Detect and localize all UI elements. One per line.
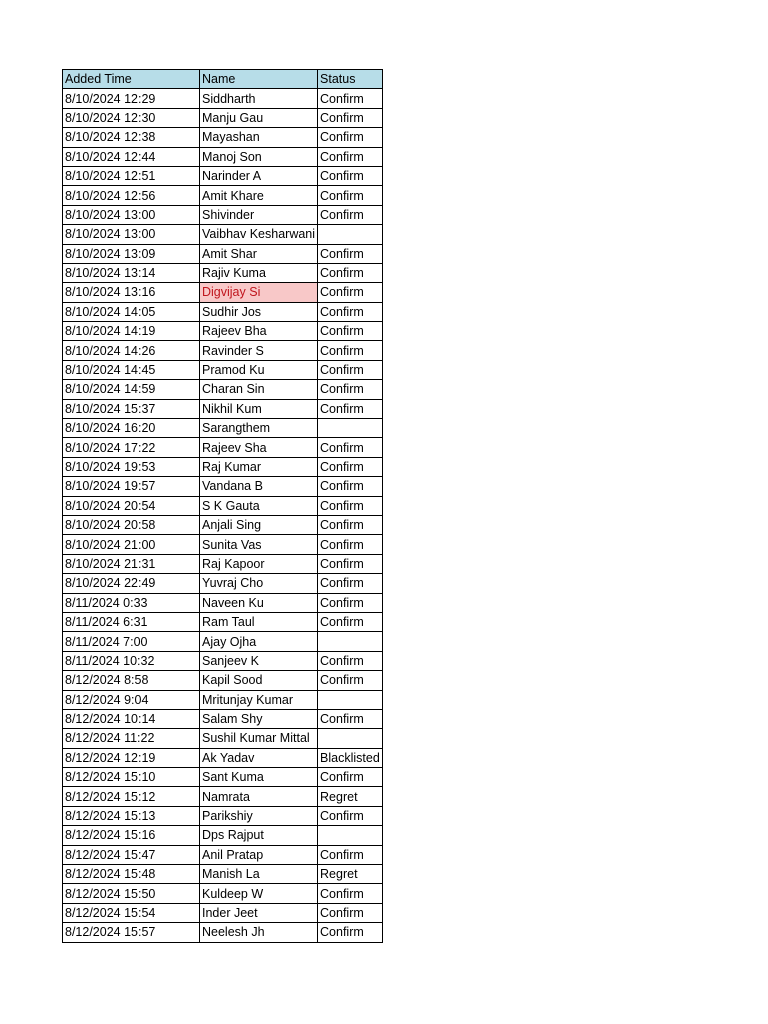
cell-name[interactable] <box>200 884 318 903</box>
cell-name[interactable] <box>200 186 318 205</box>
table-row <box>63 884 383 903</box>
cell-status[interactable] <box>318 690 383 709</box>
cell-status[interactable]: Confirm <box>318 147 383 166</box>
cell-added-time[interactable]: 8/12/2024 15:16 <box>63 826 200 845</box>
cell-status[interactable]: Confirm <box>318 671 383 690</box>
cell-name-text: Sunita Vas <box>202 537 262 552</box>
cell-added-time[interactable]: 8/10/2024 14:45 <box>63 360 200 379</box>
cell-status[interactable]: Confirm <box>318 806 383 825</box>
cell-name[interactable] <box>200 690 318 709</box>
cell-name[interactable] <box>200 263 318 282</box>
cell-name[interactable] <box>200 89 318 108</box>
cell-added-time[interactable]: 8/11/2024 0:33 <box>63 593 200 612</box>
cell-status[interactable]: Confirm <box>318 709 383 728</box>
column-header-status[interactable]: Status <box>318 70 383 89</box>
cell-added-time[interactable]: 8/10/2024 21:31 <box>63 554 200 573</box>
table-row <box>63 612 383 631</box>
cell-name-text: Sudhir Jos <box>202 304 262 319</box>
cell-added-time[interactable]: 8/10/2024 17:22 <box>63 438 200 457</box>
table-row <box>63 787 383 806</box>
cell-added-time[interactable]: 8/12/2024 15:50 <box>63 884 200 903</box>
cell-name-text: Mritunjay Kumar <box>202 692 293 707</box>
cell-added-time[interactable]: 8/12/2024 10:14 <box>63 709 200 728</box>
cell-name-text: Sarangthem <box>202 421 271 436</box>
table-row <box>63 283 383 302</box>
cell-status[interactable]: Confirm <box>318 535 383 554</box>
cell-added-time[interactable]: 8/10/2024 12:30 <box>63 108 200 127</box>
cell-status[interactable]: Confirm <box>318 574 383 593</box>
cell-status[interactable]: Confirm <box>318 302 383 321</box>
cell-name[interactable] <box>200 399 318 418</box>
cell-name[interactable] <box>200 632 318 651</box>
cell-added-time[interactable]: 8/10/2024 22:49 <box>63 574 200 593</box>
cell-status[interactable]: Confirm <box>318 89 383 108</box>
cell-name[interactable] <box>200 302 318 321</box>
table-row <box>63 108 383 127</box>
table-row <box>63 748 383 767</box>
table-row <box>63 263 383 282</box>
cell-name[interactable] <box>200 322 318 341</box>
cell-added-time[interactable]: 8/12/2024 15:48 <box>63 865 200 884</box>
cell-added-time[interactable]: 8/10/2024 14:26 <box>63 341 200 360</box>
table-row <box>63 457 383 476</box>
cell-added-time[interactable]: 8/12/2024 15:57 <box>63 923 200 942</box>
table-row <box>63 496 383 515</box>
cell-name-text: Ak Yadav <box>202 750 255 765</box>
cell-name-text: Salam Shy <box>202 712 263 727</box>
table-row <box>63 438 383 457</box>
cell-added-time[interactable]: 8/12/2024 11:22 <box>63 729 200 748</box>
cell-name-text: Nikhil Kum <box>202 401 262 416</box>
cell-name[interactable] <box>200 380 318 399</box>
cell-added-time[interactable]: 8/10/2024 19:53 <box>63 457 200 476</box>
cell-added-time[interactable]: 8/10/2024 20:54 <box>63 496 200 515</box>
table-row <box>63 690 383 709</box>
table-row <box>63 205 383 224</box>
cell-name-text: Anjali Sing <box>202 518 262 533</box>
cell-added-time[interactable]: 8/10/2024 13:14 <box>63 263 200 282</box>
cell-name-text: Ravinder S <box>202 343 264 358</box>
cell-added-time[interactable]: 8/11/2024 10:32 <box>63 651 200 670</box>
cell-status[interactable]: Confirm <box>318 186 383 205</box>
cell-name[interactable] <box>200 108 318 127</box>
table-row <box>63 166 383 185</box>
cell-name[interactable] <box>200 865 318 884</box>
table-row <box>63 341 383 360</box>
cell-status[interactable]: Confirm <box>318 477 383 496</box>
cell-status[interactable]: Regret <box>318 865 383 884</box>
cell-name-text: Amit Khare <box>202 188 264 203</box>
cell-status[interactable]: Confirm <box>318 612 383 631</box>
cell-status[interactable]: Confirm <box>318 399 383 418</box>
cell-added-time[interactable]: 8/10/2024 12:51 <box>63 166 200 185</box>
cell-name[interactable] <box>200 205 318 224</box>
cell-name[interactable] <box>200 496 318 515</box>
column-header-name[interactable]: Name <box>200 70 318 89</box>
table-row <box>63 535 383 554</box>
cell-name-text: Namrata <box>202 789 250 804</box>
cell-name[interactable] <box>200 768 318 787</box>
cell-status[interactable]: Confirm <box>318 903 383 922</box>
cell-name[interactable] <box>200 535 318 554</box>
cell-added-time[interactable]: 8/12/2024 15:10 <box>63 768 200 787</box>
cell-name-text: Parikshiy <box>202 809 253 824</box>
cell-status[interactable] <box>318 419 383 438</box>
cell-status[interactable]: Confirm <box>318 166 383 185</box>
cell-status[interactable]: Confirm <box>318 515 383 534</box>
cell-name-text: Inder Jeet <box>202 905 258 920</box>
table-row <box>63 903 383 922</box>
cell-name-text: Vandana B <box>202 479 263 494</box>
cell-added-time[interactable]: 8/10/2024 13:00 <box>63 225 200 244</box>
cell-status[interactable] <box>318 632 383 651</box>
cell-name-text: Naveen Ku <box>202 595 264 610</box>
cell-name[interactable] <box>200 806 318 825</box>
table-row <box>63 399 383 418</box>
cell-status[interactable]: Confirm <box>318 768 383 787</box>
cell-name[interactable] <box>200 593 318 612</box>
cell-name-text: Ajay Ojha <box>202 634 257 649</box>
cell-status[interactable]: Confirm <box>318 360 383 379</box>
cell-added-time[interactable]: 8/10/2024 16:20 <box>63 419 200 438</box>
cell-name-text: Pramod Ku <box>202 363 265 378</box>
cell-name[interactable] <box>200 283 318 302</box>
table-row <box>63 147 383 166</box>
cell-name[interactable] <box>200 554 318 573</box>
cell-name-text: Dps Rajput <box>202 828 264 843</box>
cell-name[interactable] <box>200 166 318 185</box>
column-header-added-time[interactable]: Added Time <box>63 70 200 89</box>
cell-status[interactable]: Confirm <box>318 283 383 302</box>
cell-name-text: Digvijay Si <box>202 285 261 300</box>
cell-name[interactable] <box>200 574 318 593</box>
cell-name-text: Sanjeev K <box>202 653 259 668</box>
cell-status[interactable]: Regret <box>318 787 383 806</box>
cell-status[interactable]: Confirm <box>318 457 383 476</box>
table-row <box>63 225 383 244</box>
cell-name-text: Ram Taul <box>202 615 255 630</box>
table-row <box>63 593 383 612</box>
cell-added-time[interactable]: 8/10/2024 20:58 <box>63 515 200 534</box>
cell-added-time[interactable]: 8/10/2024 15:37 <box>63 399 200 418</box>
cell-added-time[interactable]: 8/12/2024 12:19 <box>63 748 200 767</box>
table-row <box>63 671 383 690</box>
cell-name[interactable] <box>200 147 318 166</box>
cell-name-text: Manoj Son <box>202 149 262 164</box>
table-row <box>63 477 383 496</box>
cell-name[interactable] <box>200 225 318 244</box>
table-row <box>63 806 383 825</box>
cell-added-time[interactable]: 8/10/2024 12:44 <box>63 147 200 166</box>
cell-status[interactable]: Confirm <box>318 593 383 612</box>
cell-status[interactable]: Confirm <box>318 380 383 399</box>
cell-name[interactable] <box>200 651 318 670</box>
cell-name-text: Shivinder <box>202 207 255 222</box>
table-row <box>63 186 383 205</box>
cell-added-time[interactable]: 8/10/2024 21:00 <box>63 535 200 554</box>
cell-name-text: Anil Pratap <box>202 847 264 862</box>
table-row <box>63 128 383 147</box>
cell-status[interactable]: Confirm <box>318 341 383 360</box>
cell-added-time[interactable]: 8/10/2024 12:29 <box>63 89 200 108</box>
cell-name-text: Manju Gau <box>202 110 264 125</box>
table-row <box>63 651 383 670</box>
cell-name[interactable] <box>200 419 318 438</box>
cell-name[interactable] <box>200 826 318 845</box>
table-row <box>63 768 383 787</box>
table-row <box>63 302 383 321</box>
cell-status[interactable]: Confirm <box>318 108 383 127</box>
table-body <box>63 89 383 942</box>
cell-status[interactable] <box>318 826 383 845</box>
cell-name[interactable] <box>200 612 318 631</box>
cell-status[interactable]: Confirm <box>318 205 383 224</box>
cell-status[interactable]: Confirm <box>318 438 383 457</box>
cell-name[interactable] <box>200 709 318 728</box>
table-row <box>63 729 383 748</box>
cell-added-time[interactable]: 8/10/2024 14:05 <box>63 302 200 321</box>
cell-added-time[interactable]: 8/12/2024 8:58 <box>63 671 200 690</box>
cell-name[interactable] <box>200 729 318 748</box>
cell-name-text: Sant Kuma <box>202 770 264 785</box>
table-row <box>63 826 383 845</box>
table-row <box>63 554 383 573</box>
table-row <box>63 574 383 593</box>
cell-name[interactable] <box>200 341 318 360</box>
cell-status[interactable]: Confirm <box>318 845 383 864</box>
table-row <box>63 515 383 534</box>
cell-name[interactable] <box>200 903 318 922</box>
cell-status[interactable]: Confirm <box>318 244 383 263</box>
cell-added-time[interactable]: 8/12/2024 15:54 <box>63 903 200 922</box>
table-row <box>63 632 383 651</box>
cell-status[interactable]: Confirm <box>318 128 383 147</box>
cell-name[interactable] <box>200 748 318 767</box>
cell-name-text: Manish La <box>202 867 260 882</box>
cell-name[interactable] <box>200 477 318 496</box>
cell-name-text: Mayashan <box>202 130 260 145</box>
cell-name-text: Narinder A <box>202 169 262 184</box>
table-row <box>63 380 383 399</box>
cell-name-text: Raj Kapoor <box>202 556 265 571</box>
cell-name[interactable] <box>200 244 318 263</box>
cell-status[interactable]: Confirm <box>318 322 383 341</box>
cell-name-text: Yuvraj Cho <box>202 576 264 591</box>
table-row <box>63 865 383 884</box>
cell-name[interactable] <box>200 457 318 476</box>
cell-name-text: Sushil Kumar Mittal <box>202 731 310 746</box>
table-row <box>63 89 383 108</box>
cell-status[interactable] <box>318 729 383 748</box>
table-row <box>63 322 383 341</box>
cell-name[interactable] <box>200 845 318 864</box>
cell-name[interactable] <box>200 787 318 806</box>
cell-name-text: Amit Shar <box>202 246 257 261</box>
cell-name-text: Kapil Sood <box>202 673 263 688</box>
table-row <box>63 845 383 864</box>
table-row <box>63 923 383 942</box>
cell-added-time[interactable]: 8/12/2024 15:13 <box>63 806 200 825</box>
cell-name[interactable] <box>200 671 318 690</box>
cell-added-time[interactable]: 8/10/2024 13:09 <box>63 244 200 263</box>
cell-name-text: Siddharth <box>202 91 256 106</box>
cell-name-text: Rajeev Bha <box>202 324 267 339</box>
cell-name[interactable] <box>200 438 318 457</box>
table-row <box>63 709 383 728</box>
header-row <box>63 70 383 89</box>
cell-added-time[interactable]: 8/10/2024 14:19 <box>63 322 200 341</box>
cell-name[interactable] <box>200 923 318 942</box>
cell-added-time[interactable]: 8/10/2024 13:00 <box>63 205 200 224</box>
cell-name-text: Vaibhav Kesharwani <box>202 227 316 242</box>
cell-status[interactable]: Confirm <box>318 554 383 573</box>
cell-name-text: Raj Kumar <box>202 460 262 474</box>
cell-name[interactable] <box>200 515 318 534</box>
cell-name-text: Charan Sin <box>202 382 265 397</box>
cell-status[interactable] <box>318 225 383 244</box>
cell-added-time[interactable]: 8/10/2024 19:57 <box>63 477 200 496</box>
cell-status[interactable]: Confirm <box>318 496 383 515</box>
table-row <box>63 419 383 438</box>
cell-name-text: Kuldeep W <box>202 886 264 901</box>
spreadsheet-table <box>62 69 383 943</box>
cell-name-text: S K Gauta <box>202 498 260 513</box>
cell-added-time[interactable]: 8/10/2024 12:56 <box>63 186 200 205</box>
cell-status[interactable]: Confirm <box>318 263 383 282</box>
table-row <box>63 360 383 379</box>
cell-status[interactable]: Confirm <box>318 884 383 903</box>
cell-added-time[interactable]: 8/10/2024 14:59 <box>63 380 200 399</box>
cell-status[interactable]: Confirm <box>318 923 383 942</box>
cell-name-text: Rajiv Kuma <box>202 266 266 281</box>
cell-added-time[interactable]: 8/10/2024 12:38 <box>63 128 200 147</box>
cell-name[interactable] <box>200 128 318 147</box>
cell-added-time[interactable]: 8/11/2024 6:31 <box>63 612 200 631</box>
cell-added-time[interactable]: 8/12/2024 9:04 <box>63 690 200 709</box>
cell-added-time[interactable]: 8/11/2024 7:00 <box>63 632 200 651</box>
cell-name[interactable] <box>200 360 318 379</box>
cell-added-time[interactable]: 8/10/2024 13:16 <box>63 283 200 302</box>
cell-status[interactable]: Blacklisted <box>318 748 383 767</box>
cell-status[interactable]: Confirm <box>318 651 383 670</box>
cell-name-text: Neelesh Jh <box>202 925 265 940</box>
cell-added-time[interactable]: 8/12/2024 15:12 <box>63 787 200 806</box>
cell-added-time[interactable]: 8/12/2024 15:47 <box>63 845 200 864</box>
table-row <box>63 244 383 263</box>
cell-name-text: Rajeev Sha <box>202 440 267 455</box>
